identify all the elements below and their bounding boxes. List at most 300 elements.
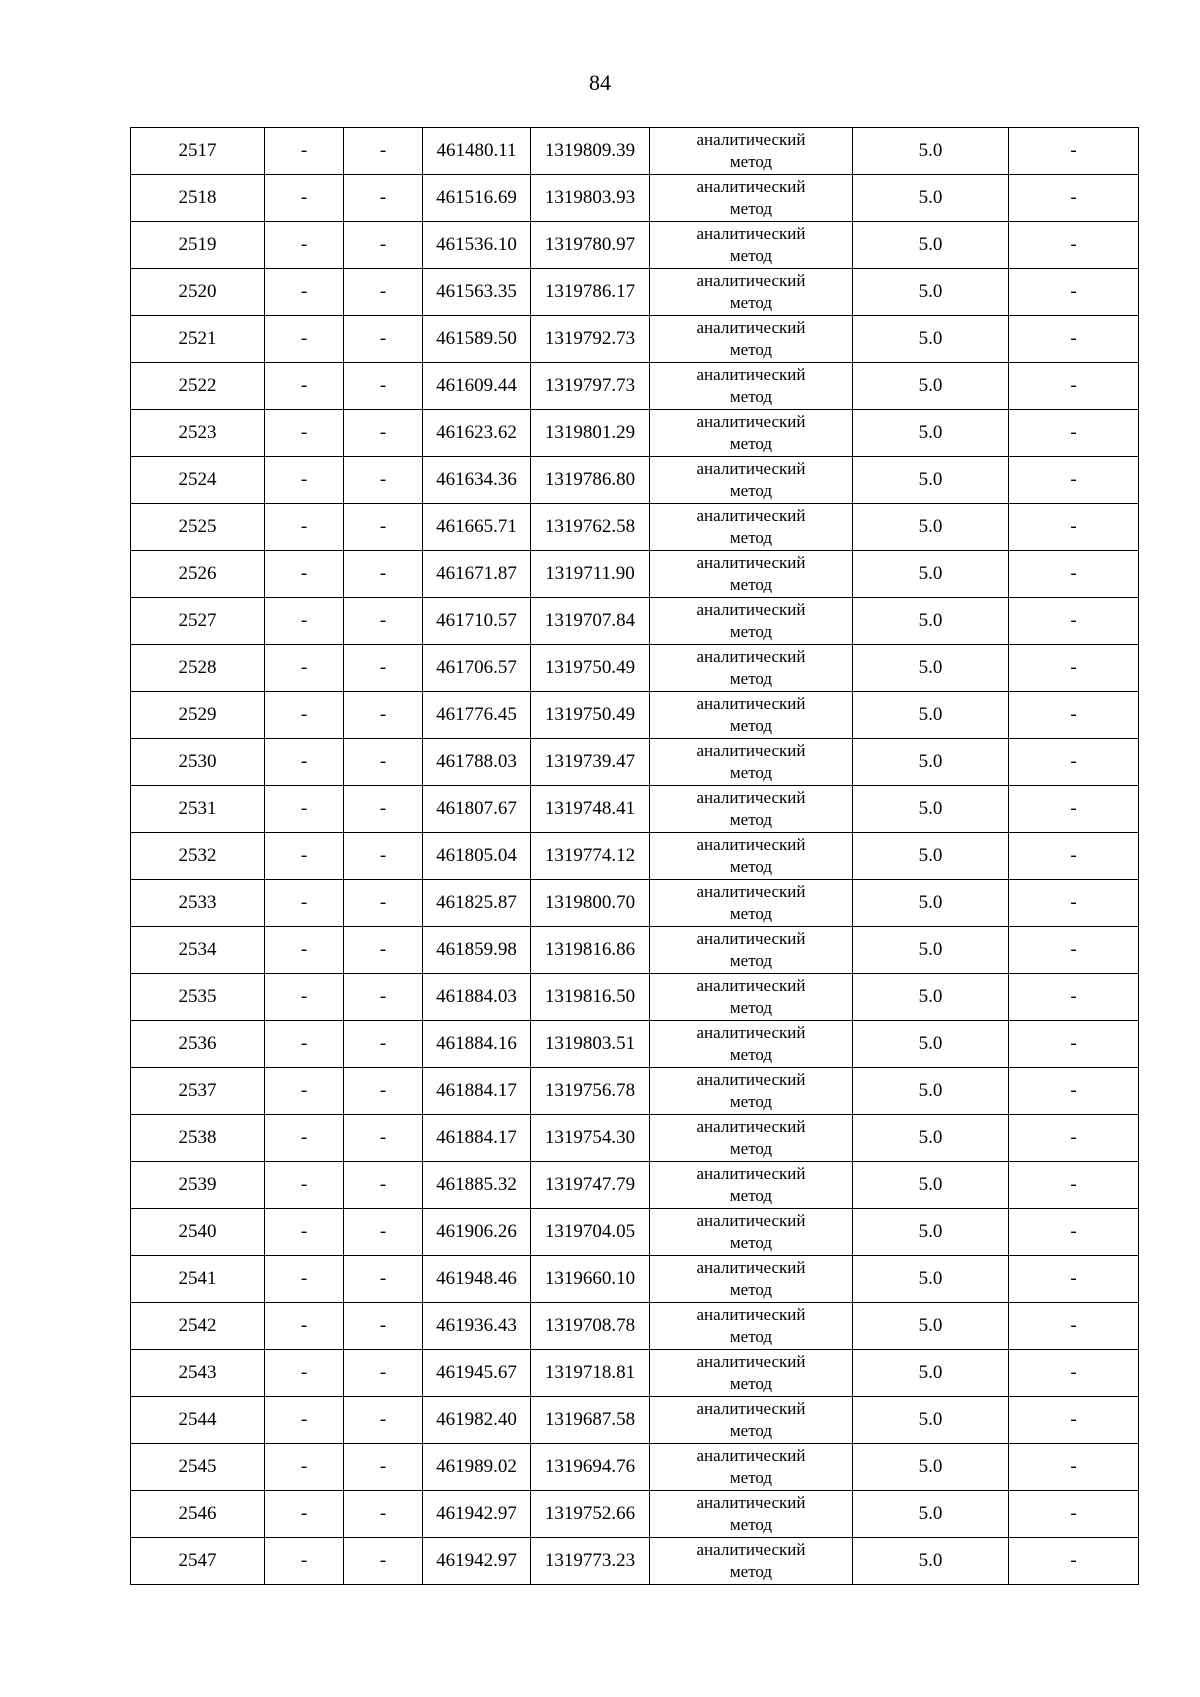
table-row xyxy=(131,598,1139,645)
cell-accuracy: 5.0 xyxy=(853,645,1009,692)
table-row xyxy=(131,786,1139,833)
cell-empty-col-2: - xyxy=(265,1256,344,1303)
method-line-1: аналитический xyxy=(696,130,806,149)
cell-empty-col-2: - xyxy=(265,1162,344,1209)
cell-x-coordinate: 461945.67 xyxy=(423,1350,531,1397)
cell-empty-col-2: - xyxy=(265,1350,344,1397)
cell-empty-col-2: - xyxy=(265,692,344,739)
cell-point-number: 2533 xyxy=(131,880,265,927)
table-row xyxy=(131,1350,1139,1397)
cell-method xyxy=(650,1350,853,1397)
cell-accuracy: 5.0 xyxy=(853,410,1009,457)
cell-empty-col-8: - xyxy=(1009,739,1139,786)
cell-x-coordinate: 461936.43 xyxy=(423,1303,531,1350)
cell-empty-col-3: - xyxy=(344,269,423,316)
table-body xyxy=(131,128,1139,1585)
cell-y-coordinate: 1319750.49 xyxy=(531,692,650,739)
method-line-2: метод xyxy=(729,857,773,876)
cell-method xyxy=(650,598,853,645)
table-row xyxy=(131,410,1139,457)
cell-y-coordinate: 1319750.49 xyxy=(531,645,650,692)
cell-x-coordinate: 461623.62 xyxy=(423,410,531,457)
cell-empty-col-3: - xyxy=(344,410,423,457)
method-line-1: аналитический xyxy=(696,1023,806,1042)
method-line-1: аналитический xyxy=(696,1305,806,1324)
cell-point-number: 2523 xyxy=(131,410,265,457)
cell-empty-col-3: - xyxy=(344,880,423,927)
table-row xyxy=(131,645,1139,692)
cell-accuracy: 5.0 xyxy=(853,551,1009,598)
table-row xyxy=(131,1209,1139,1256)
method-line-2: метод xyxy=(729,669,773,688)
cell-y-coordinate: 1319803.93 xyxy=(531,175,650,222)
table-row xyxy=(131,1444,1139,1491)
cell-method xyxy=(650,222,853,269)
cell-x-coordinate: 461825.87 xyxy=(423,880,531,927)
cell-method xyxy=(650,316,853,363)
cell-point-number: 2537 xyxy=(131,1068,265,1115)
cell-empty-col-8: - xyxy=(1009,1068,1139,1115)
method-line-2: метод xyxy=(729,575,773,594)
method-line-1: аналитический xyxy=(696,976,806,995)
cell-point-number: 2542 xyxy=(131,1303,265,1350)
method-line-1: аналитический xyxy=(696,647,806,666)
cell-empty-col-3: - xyxy=(344,175,423,222)
cell-accuracy: 5.0 xyxy=(853,457,1009,504)
cell-method xyxy=(650,410,853,457)
cell-empty-col-2: - xyxy=(265,269,344,316)
cell-empty-col-8: - xyxy=(1009,1538,1139,1585)
cell-method xyxy=(650,363,853,410)
cell-empty-col-3: - xyxy=(344,1491,423,1538)
cell-method xyxy=(650,269,853,316)
cell-empty-col-2: - xyxy=(265,880,344,927)
method-line-1: аналитический xyxy=(696,882,806,901)
cell-accuracy: 5.0 xyxy=(853,1162,1009,1209)
method-line-2: метод xyxy=(729,1421,773,1440)
cell-point-number: 2532 xyxy=(131,833,265,880)
table-row xyxy=(131,457,1139,504)
method-line-1: аналитический xyxy=(696,506,806,525)
method-line-1: аналитический xyxy=(696,318,806,337)
cell-empty-col-8: - xyxy=(1009,1491,1139,1538)
cell-method xyxy=(650,927,853,974)
cell-x-coordinate: 461634.36 xyxy=(423,457,531,504)
cell-empty-col-2: - xyxy=(265,739,344,786)
cell-point-number: 2536 xyxy=(131,1021,265,1068)
cell-empty-col-2: - xyxy=(265,927,344,974)
method-line-2: метод xyxy=(729,904,773,923)
cell-y-coordinate: 1319762.58 xyxy=(531,504,650,551)
cell-y-coordinate: 1319704.05 xyxy=(531,1209,650,1256)
cell-empty-col-2: - xyxy=(265,175,344,222)
cell-y-coordinate: 1319694.76 xyxy=(531,1444,650,1491)
method-line-1: аналитический xyxy=(696,365,806,384)
method-line-2: метод xyxy=(729,1374,773,1393)
cell-empty-col-3: - xyxy=(344,598,423,645)
cell-empty-col-8: - xyxy=(1009,645,1139,692)
cell-empty-col-2: - xyxy=(265,551,344,598)
cell-empty-col-8: - xyxy=(1009,128,1139,175)
cell-point-number: 2535 xyxy=(131,974,265,1021)
cell-empty-col-2: - xyxy=(265,645,344,692)
cell-y-coordinate: 1319747.79 xyxy=(531,1162,650,1209)
cell-accuracy: 5.0 xyxy=(853,1444,1009,1491)
cell-empty-col-8: - xyxy=(1009,1397,1139,1444)
cell-x-coordinate: 461982.40 xyxy=(423,1397,531,1444)
cell-point-number: 2517 xyxy=(131,128,265,175)
cell-y-coordinate: 1319792.73 xyxy=(531,316,650,363)
cell-empty-col-3: - xyxy=(344,927,423,974)
cell-empty-col-2: - xyxy=(265,1068,344,1115)
table-row xyxy=(131,692,1139,739)
cell-accuracy: 5.0 xyxy=(853,128,1009,175)
cell-empty-col-3: - xyxy=(344,1162,423,1209)
cell-point-number: 2539 xyxy=(131,1162,265,1209)
method-line-2: метод xyxy=(729,1139,773,1158)
cell-empty-col-3: - xyxy=(344,739,423,786)
method-line-2: метод xyxy=(729,340,773,359)
cell-empty-col-8: - xyxy=(1009,833,1139,880)
method-line-2: метод xyxy=(729,434,773,453)
method-line-1: аналитический xyxy=(696,459,806,478)
cell-empty-col-8: - xyxy=(1009,1303,1139,1350)
cell-empty-col-8: - xyxy=(1009,880,1139,927)
cell-accuracy: 5.0 xyxy=(853,692,1009,739)
cell-accuracy: 5.0 xyxy=(853,833,1009,880)
cell-accuracy: 5.0 xyxy=(853,927,1009,974)
cell-empty-col-2: - xyxy=(265,222,344,269)
table-row xyxy=(131,1303,1139,1350)
cell-empty-col-8: - xyxy=(1009,175,1139,222)
cell-empty-col-3: - xyxy=(344,504,423,551)
method-line-2: метод xyxy=(729,481,773,500)
cell-y-coordinate: 1319800.70 xyxy=(531,880,650,927)
cell-method xyxy=(650,1491,853,1538)
cell-method xyxy=(650,1021,853,1068)
cell-empty-col-3: - xyxy=(344,457,423,504)
table-row xyxy=(131,222,1139,269)
table-row xyxy=(131,175,1139,222)
cell-empty-col-8: - xyxy=(1009,927,1139,974)
method-line-2: метод xyxy=(729,152,773,171)
cell-point-number: 2529 xyxy=(131,692,265,739)
cell-x-coordinate: 461948.46 xyxy=(423,1256,531,1303)
cell-empty-col-2: - xyxy=(265,833,344,880)
cell-empty-col-8: - xyxy=(1009,1115,1139,1162)
cell-empty-col-8: - xyxy=(1009,786,1139,833)
cell-method xyxy=(650,645,853,692)
table-row xyxy=(131,1256,1139,1303)
cell-x-coordinate: 461706.57 xyxy=(423,645,531,692)
method-line-1: аналитический xyxy=(696,553,806,572)
cell-method xyxy=(650,1444,853,1491)
cell-accuracy: 5.0 xyxy=(853,1256,1009,1303)
method-line-1: аналитический xyxy=(696,1399,806,1418)
cell-y-coordinate: 1319780.97 xyxy=(531,222,650,269)
cell-empty-col-8: - xyxy=(1009,504,1139,551)
cell-y-coordinate: 1319739.47 xyxy=(531,739,650,786)
table-row xyxy=(131,1491,1139,1538)
cell-empty-col-2: - xyxy=(265,974,344,1021)
cell-empty-col-8: - xyxy=(1009,598,1139,645)
cell-x-coordinate: 461942.97 xyxy=(423,1538,531,1585)
cell-accuracy: 5.0 xyxy=(853,1491,1009,1538)
cell-accuracy: 5.0 xyxy=(853,1115,1009,1162)
cell-empty-col-3: - xyxy=(344,1350,423,1397)
method-line-2: метод xyxy=(729,1280,773,1299)
cell-empty-col-2: - xyxy=(265,457,344,504)
method-line-1: аналитический xyxy=(696,694,806,713)
cell-y-coordinate: 1319748.41 xyxy=(531,786,650,833)
cell-accuracy: 5.0 xyxy=(853,175,1009,222)
cell-method xyxy=(650,457,853,504)
cell-y-coordinate: 1319687.58 xyxy=(531,1397,650,1444)
cell-empty-col-3: - xyxy=(344,1256,423,1303)
cell-point-number: 2538 xyxy=(131,1115,265,1162)
cell-accuracy: 5.0 xyxy=(853,1397,1009,1444)
cell-point-number: 2541 xyxy=(131,1256,265,1303)
cell-x-coordinate: 461942.97 xyxy=(423,1491,531,1538)
cell-point-number: 2540 xyxy=(131,1209,265,1256)
cell-method xyxy=(650,786,853,833)
cell-empty-col-8: - xyxy=(1009,1021,1139,1068)
cell-point-number: 2534 xyxy=(131,927,265,974)
cell-accuracy: 5.0 xyxy=(853,1021,1009,1068)
cell-accuracy: 5.0 xyxy=(853,222,1009,269)
table-row xyxy=(131,833,1139,880)
cell-empty-col-2: - xyxy=(265,128,344,175)
table-row xyxy=(131,1162,1139,1209)
cell-x-coordinate: 461480.11 xyxy=(423,128,531,175)
cell-method xyxy=(650,1397,853,1444)
cell-empty-col-3: - xyxy=(344,974,423,1021)
method-line-2: метод xyxy=(729,1092,773,1111)
cell-accuracy: 5.0 xyxy=(853,1538,1009,1585)
cell-empty-col-2: - xyxy=(265,363,344,410)
method-line-2: метод xyxy=(729,716,773,735)
method-line-2: метод xyxy=(729,528,773,547)
cell-point-number: 2526 xyxy=(131,551,265,598)
cell-point-number: 2528 xyxy=(131,645,265,692)
cell-empty-col-8: - xyxy=(1009,457,1139,504)
cell-x-coordinate: 461516.69 xyxy=(423,175,531,222)
cell-point-number: 2524 xyxy=(131,457,265,504)
cell-empty-col-8: - xyxy=(1009,1209,1139,1256)
cell-empty-col-8: - xyxy=(1009,551,1139,598)
cell-empty-col-2: - xyxy=(265,1303,344,1350)
cell-x-coordinate: 461807.67 xyxy=(423,786,531,833)
cell-empty-col-3: - xyxy=(344,551,423,598)
cell-empty-col-3: - xyxy=(344,786,423,833)
cell-x-coordinate: 461884.03 xyxy=(423,974,531,1021)
cell-x-coordinate: 461563.35 xyxy=(423,269,531,316)
cell-accuracy: 5.0 xyxy=(853,1303,1009,1350)
cell-method xyxy=(650,833,853,880)
cell-y-coordinate: 1319797.73 xyxy=(531,363,650,410)
cell-method xyxy=(650,739,853,786)
cell-y-coordinate: 1319756.78 xyxy=(531,1068,650,1115)
cell-x-coordinate: 461665.71 xyxy=(423,504,531,551)
cell-x-coordinate: 461776.45 xyxy=(423,692,531,739)
cell-empty-col-3: - xyxy=(344,1115,423,1162)
cell-y-coordinate: 1319809.39 xyxy=(531,128,650,175)
method-line-2: метод xyxy=(729,387,773,406)
method-line-2: метод xyxy=(729,293,773,312)
cell-accuracy: 5.0 xyxy=(853,786,1009,833)
cell-empty-col-2: - xyxy=(265,1115,344,1162)
cell-method xyxy=(650,1068,853,1115)
cell-y-coordinate: 1319754.30 xyxy=(531,1115,650,1162)
cell-x-coordinate: 461710.57 xyxy=(423,598,531,645)
method-line-2: метод xyxy=(729,1233,773,1252)
cell-x-coordinate: 461536.10 xyxy=(423,222,531,269)
cell-x-coordinate: 461805.04 xyxy=(423,833,531,880)
cell-empty-col-8: - xyxy=(1009,269,1139,316)
cell-method xyxy=(650,175,853,222)
cell-accuracy: 5.0 xyxy=(853,363,1009,410)
method-line-1: аналитический xyxy=(696,177,806,196)
cell-point-number: 2531 xyxy=(131,786,265,833)
cell-method xyxy=(650,551,853,598)
cell-accuracy: 5.0 xyxy=(853,974,1009,1021)
cell-x-coordinate: 461671.87 xyxy=(423,551,531,598)
cell-accuracy: 5.0 xyxy=(853,739,1009,786)
cell-method xyxy=(650,1256,853,1303)
cell-method xyxy=(650,880,853,927)
cell-accuracy: 5.0 xyxy=(853,504,1009,551)
method-line-1: аналитический xyxy=(696,412,806,431)
cell-x-coordinate: 461884.17 xyxy=(423,1068,531,1115)
cell-empty-col-3: - xyxy=(344,222,423,269)
method-line-1: аналитический xyxy=(696,1352,806,1371)
cell-empty-col-3: - xyxy=(344,1303,423,1350)
table-row xyxy=(131,269,1139,316)
cell-x-coordinate: 461906.26 xyxy=(423,1209,531,1256)
cell-accuracy: 5.0 xyxy=(853,269,1009,316)
cell-empty-col-3: - xyxy=(344,833,423,880)
method-line-2: метод xyxy=(729,1045,773,1064)
cell-x-coordinate: 461989.02 xyxy=(423,1444,531,1491)
cell-empty-col-2: - xyxy=(265,598,344,645)
cell-empty-col-3: - xyxy=(344,1397,423,1444)
cell-accuracy: 5.0 xyxy=(853,598,1009,645)
cell-empty-col-3: - xyxy=(344,1444,423,1491)
cell-empty-col-2: - xyxy=(265,1209,344,1256)
cell-y-coordinate: 1319718.81 xyxy=(531,1350,650,1397)
cell-x-coordinate: 461884.17 xyxy=(423,1115,531,1162)
cell-empty-col-3: - xyxy=(344,316,423,363)
cell-x-coordinate: 461589.50 xyxy=(423,316,531,363)
method-line-1: аналитический xyxy=(696,788,806,807)
cell-y-coordinate: 1319816.86 xyxy=(531,927,650,974)
table-row xyxy=(131,316,1139,363)
cell-empty-col-8: - xyxy=(1009,1162,1139,1209)
cell-method xyxy=(650,692,853,739)
method-line-2: метод xyxy=(729,1515,773,1534)
method-line-1: аналитический xyxy=(696,1540,806,1559)
cell-y-coordinate: 1319711.90 xyxy=(531,551,650,598)
cell-point-number: 2527 xyxy=(131,598,265,645)
table-row xyxy=(131,1397,1139,1444)
cell-empty-col-2: - xyxy=(265,504,344,551)
cell-y-coordinate: 1319773.23 xyxy=(531,1538,650,1585)
cell-empty-col-2: - xyxy=(265,1444,344,1491)
cell-empty-col-3: - xyxy=(344,645,423,692)
cell-point-number: 2518 xyxy=(131,175,265,222)
method-line-2: метод xyxy=(729,1327,773,1346)
method-line-1: аналитический xyxy=(696,1164,806,1183)
cell-empty-col-2: - xyxy=(265,410,344,457)
cell-y-coordinate: 1319801.29 xyxy=(531,410,650,457)
page-number: 84 xyxy=(589,70,611,95)
cell-y-coordinate: 1319816.50 xyxy=(531,974,650,1021)
cell-empty-col-3: - xyxy=(344,1068,423,1115)
cell-empty-col-8: - xyxy=(1009,316,1139,363)
cell-method xyxy=(650,1538,853,1585)
table-row xyxy=(131,880,1139,927)
cell-y-coordinate: 1319660.10 xyxy=(531,1256,650,1303)
table-row xyxy=(131,739,1139,786)
table-row xyxy=(131,551,1139,598)
cell-point-number: 2543 xyxy=(131,1350,265,1397)
cell-method xyxy=(650,1303,853,1350)
cell-method xyxy=(650,1115,853,1162)
table-row xyxy=(131,974,1139,1021)
method-line-2: метод xyxy=(729,1562,773,1581)
cell-empty-col-8: - xyxy=(1009,1256,1139,1303)
cell-empty-col-2: - xyxy=(265,786,344,833)
cell-empty-col-3: - xyxy=(344,1538,423,1585)
cell-empty-col-2: - xyxy=(265,316,344,363)
cell-x-coordinate: 461885.32 xyxy=(423,1162,531,1209)
cell-accuracy: 5.0 xyxy=(853,880,1009,927)
method-line-2: метод xyxy=(729,1468,773,1487)
cell-point-number: 2522 xyxy=(131,363,265,410)
cell-empty-col-2: - xyxy=(265,1021,344,1068)
cell-method xyxy=(650,1162,853,1209)
cell-empty-col-8: - xyxy=(1009,974,1139,1021)
cell-accuracy: 5.0 xyxy=(853,316,1009,363)
table-row xyxy=(131,504,1139,551)
cell-accuracy: 5.0 xyxy=(853,1209,1009,1256)
cell-point-number: 2525 xyxy=(131,504,265,551)
method-line-2: метод xyxy=(729,810,773,829)
cell-y-coordinate: 1319707.84 xyxy=(531,598,650,645)
method-line-1: аналитический xyxy=(696,600,806,619)
cell-y-coordinate: 1319752.66 xyxy=(531,1491,650,1538)
cell-point-number: 2521 xyxy=(131,316,265,363)
cell-empty-col-3: - xyxy=(344,1209,423,1256)
cell-method xyxy=(650,504,853,551)
table-row xyxy=(131,1068,1139,1115)
coordinates-table xyxy=(130,127,1139,1585)
method-line-1: аналитический xyxy=(696,271,806,290)
cell-x-coordinate: 461788.03 xyxy=(423,739,531,786)
cell-accuracy: 5.0 xyxy=(853,1350,1009,1397)
method-line-1: аналитический xyxy=(696,224,806,243)
cell-method xyxy=(650,974,853,1021)
cell-empty-col-8: - xyxy=(1009,692,1139,739)
cell-point-number: 2530 xyxy=(131,739,265,786)
cell-point-number: 2546 xyxy=(131,1491,265,1538)
cell-empty-col-3: - xyxy=(344,128,423,175)
method-line-1: аналитический xyxy=(696,1258,806,1277)
cell-empty-col-2: - xyxy=(265,1538,344,1585)
cell-point-number: 2547 xyxy=(131,1538,265,1585)
cell-x-coordinate: 461859.98 xyxy=(423,927,531,974)
method-line-2: метод xyxy=(729,246,773,265)
